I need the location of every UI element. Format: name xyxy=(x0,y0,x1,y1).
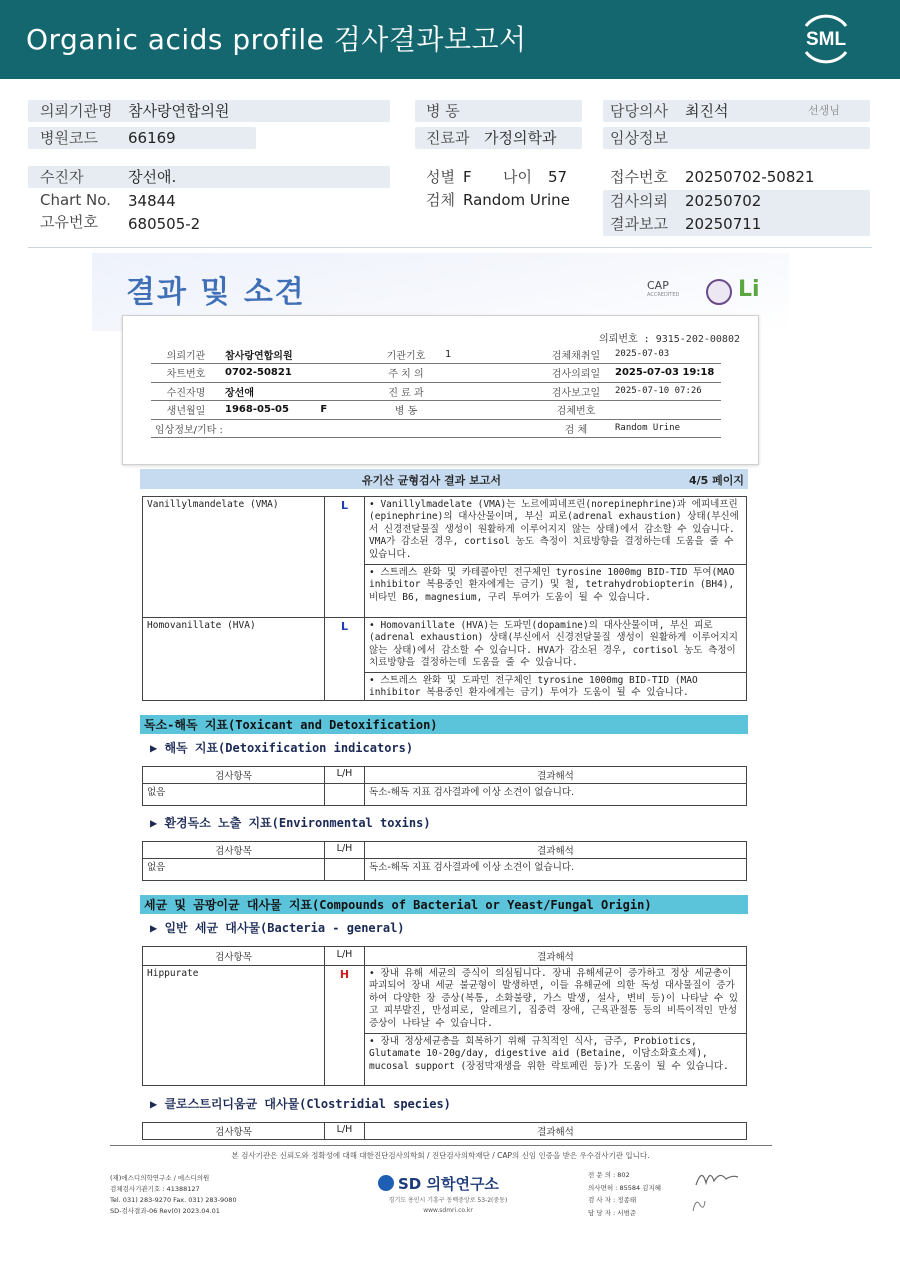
uid-value: 680505-2 xyxy=(128,215,201,233)
env-toxin-table xyxy=(142,841,747,881)
col-result: 결과해석 xyxy=(365,1123,747,1140)
col-item: 검사항목 xyxy=(143,842,325,859)
col-result: 결과해석 xyxy=(365,842,747,859)
bacteria-section-bar: 세균 및 곰팡이균 대사물 지표(Compounds of Bacterial or Yeast/Fungal Origin) xyxy=(140,895,748,914)
info-key: 검사의뢰일 xyxy=(541,364,611,383)
table-row xyxy=(143,784,747,806)
col-item: 검사항목 xyxy=(143,767,325,784)
footer-line xyxy=(110,1145,772,1146)
result-note xyxy=(365,618,747,701)
report-bar-title: 유기산 균형검사 결과 보고서 xyxy=(362,474,501,487)
age-label: 나이 xyxy=(503,168,532,186)
institution-value: 참사랑연합의원 xyxy=(128,102,230,120)
test-item: Vanillylmandelate (VMA) xyxy=(143,497,325,618)
clostridial-subheading: ▶ 클로스트리디움균 대사물(Clostridial species) xyxy=(150,1097,451,1111)
col-item: 검사항목 xyxy=(143,947,325,966)
sex-label: 성별 xyxy=(426,168,455,186)
info-row xyxy=(151,382,721,401)
name-value: 장선애. xyxy=(128,168,177,186)
result-note: 독소-해독 지표 검사결과에 이상 소견이 없습니다. xyxy=(365,784,747,806)
signatory-line: 의사면허 : 85584 김지혜 xyxy=(588,1183,662,1192)
info-value: 0702-50821 xyxy=(221,364,371,383)
hospital-code-value: 66169 xyxy=(128,129,176,147)
receipt-value: 20250702-50821 xyxy=(685,168,815,186)
name-label: 수진자 xyxy=(40,168,84,186)
result-note xyxy=(365,966,747,1086)
note-text: • Homovanillate (HVA)는 도파민(dopamine)의 대사산물이며, 부신 피로(adrenal exhaustion) 상태(부신에서 신경전달물질 생성이 원활하게 이루어지지 않는 상태)에서 감소할 수 있습니다. HVA가 감소된 경우, cortisol 농도 측정이 치료방향을 결정하는데 도움을 줄 수 있습니다. xyxy=(369,620,738,669)
report-header-box xyxy=(122,315,759,465)
info-value: 2025-07-03 19:18 xyxy=(611,364,721,383)
table-header-row xyxy=(143,767,747,784)
department-value: 가정의학과 xyxy=(484,129,557,147)
info-key: 주 치 의 xyxy=(371,364,441,383)
col-lh: L/H xyxy=(325,1123,365,1140)
ward-label: 병 동 xyxy=(426,102,460,120)
col-lh: L/H xyxy=(325,842,365,859)
info-key: 기관기호 xyxy=(371,345,441,364)
test-item: 없음 xyxy=(143,859,325,881)
test-item: Homovanillate (HVA) xyxy=(143,618,325,701)
sd-logo-icon xyxy=(378,1175,394,1191)
sd-address-text: 경기도 용인시 기흥구 동백중앙로 53-2(중동) xyxy=(388,1197,508,1204)
document-title: Organic acids profile 검사결과보고서 xyxy=(26,23,527,56)
clostridial-table xyxy=(142,1122,747,1140)
chart-no-value: 34844 xyxy=(128,192,176,210)
doctor-label: 담당의사 xyxy=(610,102,668,120)
birthdate: 1968-05-05 xyxy=(225,404,289,416)
detox-subheading: ▶ 해독 지표(Detoxification indicators) xyxy=(150,741,414,755)
info-row xyxy=(151,401,721,420)
cap-accredited-logo xyxy=(647,279,679,298)
footer-line-text: 검체검사기관기호 : 41388127 xyxy=(110,1185,200,1193)
col-result: 결과해석 xyxy=(365,947,747,966)
report-section-bar xyxy=(140,469,748,489)
info-value xyxy=(441,382,541,401)
table-header-row xyxy=(143,842,747,859)
report-date-label: 결과보고 xyxy=(610,215,668,233)
detox-table xyxy=(142,766,747,806)
cap-text: CAP xyxy=(647,279,669,292)
note-text: • 장내 정상세균총을 회복하기 위해 규칙적인 식사, 금주, Probiotics, Glutamate 10-20g/day, digestive aid (Betaine, 이담소화효소제), mucosal support (장점막재생을 위한 락토페린 등)가 도움이 될 수 있습니다. xyxy=(365,1033,746,1085)
info-value: 1 xyxy=(441,345,541,364)
info-key: 생년월일 xyxy=(151,401,221,420)
chart-no-label: Chart No. xyxy=(40,191,111,209)
info-value: 2025-07-03 xyxy=(611,345,721,364)
sd-address xyxy=(368,1196,528,1216)
flag-high: H xyxy=(325,966,365,1086)
signature-mark xyxy=(692,1165,742,1193)
sex: F xyxy=(320,404,328,416)
table-header-row xyxy=(143,1123,747,1140)
footer-line-text: Tel. 031) 283-9270 Fax. 031) 283-9080 xyxy=(110,1196,237,1204)
specimen-value: Random Urine xyxy=(463,191,570,209)
sd-logo-text: SD 의학연구소 xyxy=(398,1175,499,1193)
sd-institute-logo xyxy=(378,1173,499,1194)
info-value: 장선애 xyxy=(221,382,371,401)
clinical-label: 임상정보 xyxy=(610,129,668,147)
top-header-bar xyxy=(0,0,900,79)
request-number: 의뢰번호 : 9315-202-00802 xyxy=(599,334,740,345)
test-item: Hippurate xyxy=(143,966,325,1086)
info-key: 검사보고일 xyxy=(541,382,611,401)
table-row xyxy=(143,859,747,881)
department-label: 진료과 xyxy=(426,129,470,147)
table-row xyxy=(143,618,747,701)
info-key: 진 료 과 xyxy=(371,382,441,401)
info-key: 임상정보/기타 : xyxy=(151,419,371,438)
uid-label: 고유번호 xyxy=(40,213,98,231)
info-key: 의뢰기관 xyxy=(151,345,221,364)
info-value: 2025-07-10 07:26 xyxy=(611,382,721,401)
col-lh: L/H xyxy=(325,767,365,784)
request-date-value: 20250702 xyxy=(685,192,762,210)
request-date-label: 검사의뢰 xyxy=(610,192,668,210)
info-value: 참사랑연합의원 xyxy=(221,345,371,364)
flag-low: L xyxy=(325,618,365,701)
sex-value: F xyxy=(463,168,472,186)
footer-line-text: SD-검사결과-06 Rev(0) 2023.04.01 xyxy=(110,1207,220,1215)
info-key: 검체번호 xyxy=(541,401,611,420)
info-value: Random Urine xyxy=(611,419,721,438)
table-row xyxy=(143,497,747,618)
bacteria-table xyxy=(142,946,747,1086)
col-item: 검사항목 xyxy=(143,1123,325,1140)
certification-seal-icon xyxy=(706,279,732,305)
li-logo: Li xyxy=(738,277,760,302)
table-header-row xyxy=(143,947,747,966)
cap-sub: ACCREDITED xyxy=(647,292,680,298)
col-result: 결과해석 xyxy=(365,767,747,784)
sd-website-text: www.sdmri.co.kr xyxy=(423,1207,473,1214)
table-row xyxy=(143,966,747,1086)
info-key: 검체채취일 xyxy=(541,345,611,364)
info-key: 수진자명 xyxy=(151,382,221,401)
sml-logo xyxy=(796,12,856,66)
result-note xyxy=(365,497,747,618)
signature-mark-small xyxy=(690,1195,708,1215)
report-title: 결과 및 소견 xyxy=(126,275,306,310)
result-note: 독소-해독 지표 검사결과에 이상 소견이 없습니다. xyxy=(365,859,747,881)
embedded-report xyxy=(92,253,789,1253)
col-lh: L/H xyxy=(325,947,365,966)
signatory-line: 검 사 자 : 정종태 xyxy=(588,1196,637,1204)
report-date-value: 20250711 xyxy=(685,215,762,233)
info-value xyxy=(611,401,721,420)
sml-logo-text: SML xyxy=(805,29,847,50)
info-key: 병 동 xyxy=(371,401,441,420)
signatory-line: 전 문 의 : 802 xyxy=(588,1171,630,1179)
receipt-label: 접수번호 xyxy=(610,168,668,186)
doctor-value: 최진석 xyxy=(685,102,729,120)
info-key: 검 체 xyxy=(541,419,611,438)
info-row xyxy=(151,345,721,364)
info-row xyxy=(151,364,721,383)
footer-accreditation-note: 본 검사기관은 신뢰도와 정확성에 대해 대한진단검사의학회 / 진단검사의학재단 / CAP의 신임 인증을 받은 우수검사기관 입니다. xyxy=(231,1151,650,1160)
signatory-line: 담 당 자 : 서범준 xyxy=(588,1208,637,1217)
info-key: 차트번호 xyxy=(151,364,221,383)
toxicant-section-bar: 독소-해독 지표(Toxicant and Detoxification) xyxy=(140,715,748,734)
result-table-neuro xyxy=(142,496,747,701)
bacteria-general-subheading: ▶ 일반 세균 대사물(Bacteria - general) xyxy=(150,921,405,935)
test-item: 없음 xyxy=(143,784,325,806)
age-value: 57 xyxy=(548,168,568,186)
env-toxin-subheading: ▶ 환경독소 노출 지표(Environmental toxins) xyxy=(150,816,431,830)
info-value xyxy=(221,401,371,420)
footer-line-text: (재)에스디의학연구소 / 에스디의원 xyxy=(110,1174,210,1182)
note-text: • 스트레스 완화 및 도파민 전구체인 tyrosine 1000mg BID-TID (MAO inhibitor 복용중인 환자에게는 금기) 투여가 도움이 될 수 있습니다. xyxy=(365,672,746,700)
report-info-table xyxy=(151,345,721,438)
page-indicator: 4/5 페이지 xyxy=(688,474,744,487)
hospital-code-label: 병원코드 xyxy=(40,129,98,147)
note-text: • Vanillylmadelate (VMA)는 노르에피네프린(norepinephrine)과 에피네프린(epinephrine)의 대사산물이며, 부신 피로(adrenal exhaustion) 상태(부신에서 신경전달물질 생성이 원활하게 이루어지지 않는 상태)에서 감소할 수 있습니다. VMA가 감소된 경우, cortisol 농도 측정이 치료방향을 결정하는데 도움을 줄 수 있습니다. xyxy=(369,499,739,560)
info-value xyxy=(441,364,541,383)
flag-low: L xyxy=(325,497,365,618)
note-text: • 장내 유해 세균의 증식이 의심됩니다. 장내 유해세균이 증가하고 정상 세균총이 파괴되어 장내 세균 불균형이 발생하면, 이들 유해균에 의한 독성 대사물질이 증가하여 다양한 장 증상(복통, 소화불량, 가스 발생, 설사, 변비 등)이 나타날 수 있고 피부발진, 만성피로, 알레르기, 집중력 장애, 근육관절통 등의 비특이적인 만성증상이 나타날 수 있습니다. xyxy=(369,968,739,1029)
info-row xyxy=(151,419,721,438)
section-divider xyxy=(28,247,872,248)
footer-signatories xyxy=(588,1169,661,1219)
institution-label: 의뢰기관명 xyxy=(40,102,113,120)
doctor-suffix: 선생님 xyxy=(808,104,840,117)
specimen-label: 검체 xyxy=(426,191,455,209)
note-text: • 스트레스 완화 및 카테콜아민 전구체인 tyrosine 1000mg BID-TID 투여(MAO inhibitor 복용중인 환자에게는 금기) 및 철, tetrahydrobiopterin (BH4), 비타민 B6, magnesium, 구리 투여가 도움이 될 수 있습니다. xyxy=(365,564,746,617)
footer-institution-info xyxy=(110,1173,237,1217)
